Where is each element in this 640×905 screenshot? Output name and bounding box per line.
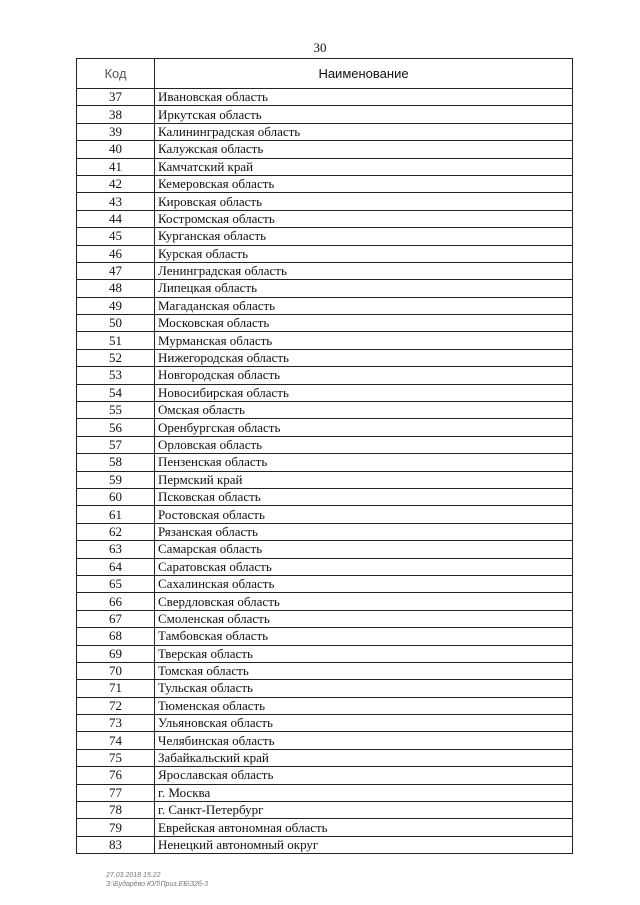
region-name-cell: Рязанская область [155,523,573,540]
table-row [77,210,573,227]
table-row [77,819,573,836]
region-code-cell: 74 [77,732,155,749]
region-name-cell: Самарская область [155,541,573,558]
footer-stamp [106,871,208,889]
table-row [77,645,573,662]
region-code-cell: 78 [77,802,155,819]
region-code-cell: 56 [77,419,155,436]
table-row [77,628,573,645]
table-row [77,332,573,349]
region-code-cell: 44 [77,210,155,227]
region-code-cell: 77 [77,784,155,801]
table-row [77,89,573,106]
table-row [77,436,573,453]
region-name-cell: Пермский край [155,471,573,488]
region-code-cell: 53 [77,367,155,384]
region-name-cell: Камчатский край [155,158,573,175]
region-name-cell: Тамбовская область [155,628,573,645]
region-name-cell: Пензенская область [155,454,573,471]
region-code-cell: 66 [77,593,155,610]
table-row [77,593,573,610]
table-row [77,697,573,714]
table-row [77,471,573,488]
table-row [77,488,573,505]
region-name-cell: Тульская область [155,680,573,697]
table-row [77,680,573,697]
table-header-row [77,59,573,89]
region-name-cell: Иркутская область [155,106,573,123]
region-code-cell: 46 [77,245,155,262]
region-name-cell: Магаданская область [155,297,573,314]
region-code-cell: 41 [77,158,155,175]
table-row [77,784,573,801]
table-row [77,193,573,210]
region-code-cell: 51 [77,332,155,349]
region-code-cell: 43 [77,193,155,210]
region-codes-table [76,58,573,854]
region-code-cell: 40 [77,141,155,158]
region-name-cell: г. Санкт-Петербург [155,802,573,819]
table-row [77,767,573,784]
region-name-cell: Курская область [155,245,573,262]
region-name-cell: Новосибирская область [155,384,573,401]
region-code-cell: 76 [77,767,155,784]
table-row [77,158,573,175]
table-row [77,384,573,401]
region-name-cell: Еврейская автономная область [155,819,573,836]
region-name-cell: Ростовская область [155,506,573,523]
region-name-cell: Кировская область [155,193,573,210]
region-name-cell: Сахалинская область [155,575,573,592]
region-code-cell: 57 [77,436,155,453]
region-code-cell: 69 [77,645,155,662]
table-row [77,558,573,575]
table-row [77,262,573,279]
table-row [77,123,573,140]
table-row [77,610,573,627]
region-code-cell: 63 [77,541,155,558]
table-row [77,228,573,245]
table-row [77,349,573,366]
region-name-cell: Мурманская область [155,332,573,349]
region-name-cell: Тверская область [155,645,573,662]
region-code-cell: 68 [77,628,155,645]
region-name-cell: Кемеровская область [155,175,573,192]
region-code-cell: 49 [77,297,155,314]
region-code-cell: 71 [77,680,155,697]
region-code-cell: 64 [77,558,155,575]
table-row [77,402,573,419]
region-code-cell: 75 [77,749,155,766]
region-code-cell: 65 [77,575,155,592]
region-code-cell: 59 [77,471,155,488]
region-name-cell: Смоленская область [155,610,573,627]
region-name-cell: Псковская область [155,488,573,505]
region-name-cell: Забайкальский край [155,749,573,766]
region-code-cell: 50 [77,315,155,332]
region-code-cell: 67 [77,610,155,627]
region-name-cell: Ленинградская область [155,262,573,279]
region-code-cell: 60 [77,488,155,505]
region-code-cell: 37 [77,89,155,106]
region-code-cell: 52 [77,349,155,366]
region-code-cell: 73 [77,715,155,732]
region-name-cell: Костромская область [155,210,573,227]
table-row [77,523,573,540]
region-name-cell: Новгородская область [155,367,573,384]
region-name-cell: Орловская область [155,436,573,453]
region-code-cell: 42 [77,175,155,192]
region-name-cell: Нижегородская область [155,349,573,366]
table-row [77,297,573,314]
region-code-cell: 54 [77,384,155,401]
table-row [77,749,573,766]
region-name-cell: Челябинская область [155,732,573,749]
region-name-cell: Ивановская область [155,89,573,106]
region-code-cell: 38 [77,106,155,123]
region-name-cell: Ульяновская область [155,715,573,732]
table-row [77,732,573,749]
table-body [77,89,573,854]
region-name-cell: Курганская область [155,228,573,245]
region-name-cell: Ярославская область [155,767,573,784]
region-name-cell: Калининградская область [155,123,573,140]
region-code-cell: 47 [77,262,155,279]
table-row [77,367,573,384]
region-code-cell: 83 [77,836,155,853]
region-name-cell: Оренбургская область [155,419,573,436]
table-row [77,454,573,471]
table-row [77,141,573,158]
region-name-cell: г. Москва [155,784,573,801]
table-row [77,315,573,332]
table-row [77,662,573,679]
footer-timestamp: 27.03.2018 15:22 [106,872,161,879]
region-code-cell: 62 [77,523,155,540]
region-name-cell: Томская область [155,662,573,679]
footer-filepath: З:\Бударёво ЮЛ\Приз.ЕБ\З2б-3 [106,881,209,888]
region-code-cell: 55 [77,402,155,419]
region-name-cell: Свердловская область [155,593,573,610]
table-row [77,280,573,297]
region-name-cell: Омская область [155,402,573,419]
table-row [77,506,573,523]
name-column-header: Наименование [155,59,573,89]
region-code-cell: 72 [77,697,155,714]
region-name-cell: Калужская область [155,141,573,158]
table-row [77,541,573,558]
region-code-cell: 58 [77,454,155,471]
region-code-cell: 48 [77,280,155,297]
table-row [77,802,573,819]
code-column-header: Код [77,59,155,89]
table-row [77,245,573,262]
region-code-cell: 45 [77,228,155,245]
region-code-cell: 61 [77,506,155,523]
region-name-cell: Ненецкий автономный округ [155,836,573,853]
region-name-cell: Липецкая область [155,280,573,297]
table-row [77,175,573,192]
region-name-cell: Саратовская область [155,558,573,575]
region-name-cell: Московская область [155,315,573,332]
table-row [77,106,573,123]
table-row [77,575,573,592]
table-row [77,836,573,853]
region-name-cell: Тюменская область [155,697,573,714]
table-row [77,419,573,436]
table-row [77,715,573,732]
page-number: 30 [313,40,327,55]
region-code-cell: 70 [77,662,155,679]
region-code-cell: 39 [77,123,155,140]
region-code-cell: 79 [77,819,155,836]
